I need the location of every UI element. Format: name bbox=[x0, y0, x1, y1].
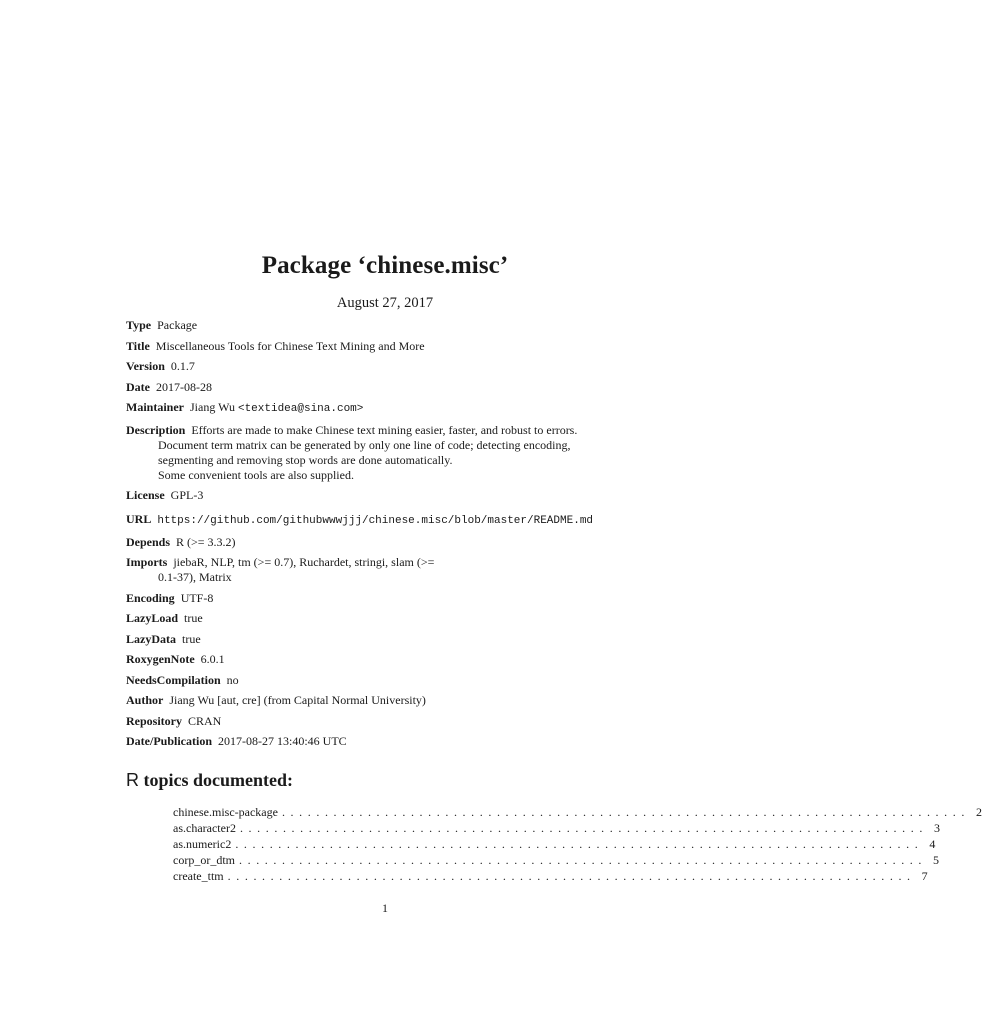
field-roxygennote bbox=[126, 652, 646, 667]
toc-entry-name[interactable]: as.numeric2 bbox=[173, 837, 232, 851]
field-key: LazyData bbox=[126, 631, 176, 646]
field-key: Date/Publication bbox=[126, 734, 212, 748]
field-key: Imports bbox=[126, 555, 168, 569]
field-key: Date bbox=[126, 379, 150, 394]
field-value: CRAN bbox=[188, 713, 222, 728]
maintainer-email: <textidea@sina.com> bbox=[237, 403, 364, 415]
page-number: 1 bbox=[382, 901, 388, 915]
toc-leader-dots: ................................................................................ bbox=[239, 821, 928, 835]
toc-heading-text: topics documented: bbox=[143, 770, 293, 790]
document-date: August 27, 2017 bbox=[336, 295, 434, 311]
toc-entry[interactable] bbox=[173, 821, 940, 837]
toc-leader-dots: ................................................................................ bbox=[235, 837, 924, 851]
url-link[interactable]: https://github.com/githubwwwjjj/chinese.misc/blob/master/README.md bbox=[157, 515, 594, 527]
field-maintainer bbox=[126, 400, 646, 417]
field-key: RoxygenNote bbox=[126, 652, 195, 666]
toc-entry-page[interactable]: 4 bbox=[929, 837, 936, 851]
description-line: Document term matrix can be generated by only one line of code; detecting encoding, bbox=[158, 437, 571, 452]
toc-entry[interactable] bbox=[173, 869, 928, 885]
field-value: UTF-8 bbox=[180, 590, 214, 605]
field-repository bbox=[126, 714, 646, 729]
toc-entry-name[interactable]: corp_or_dtm bbox=[173, 853, 235, 867]
field-value: R (>= 3.3.2) bbox=[176, 534, 236, 549]
field-key: Encoding bbox=[126, 590, 175, 605]
toc-entry-page[interactable]: 5 bbox=[933, 853, 939, 867]
toc-leader-dots: ................................................................................ bbox=[239, 853, 927, 867]
field-key: License bbox=[126, 488, 165, 502]
field-value: GPL-3 bbox=[170, 488, 204, 502]
field-value: no bbox=[226, 672, 239, 687]
toc-heading bbox=[126, 770, 293, 791]
field-key: Title bbox=[126, 338, 150, 353]
field-value: 6.0.1 bbox=[200, 652, 225, 666]
field-url bbox=[126, 512, 646, 529]
toc-leader-dots: ................................................................................ bbox=[281, 805, 970, 819]
field-encoding bbox=[126, 591, 646, 606]
field-version bbox=[126, 359, 646, 374]
toc-entry[interactable] bbox=[173, 853, 939, 869]
field-value: 2017-08-27 13:40:46 UTC bbox=[218, 734, 347, 748]
field-type bbox=[126, 318, 646, 333]
toc-entry[interactable] bbox=[173, 837, 936, 853]
field-value: Jiang Wu [aut, cre] (from Capital Normal University) bbox=[169, 693, 426, 707]
field-key: Version bbox=[126, 359, 165, 373]
field-value: 0.1.7 bbox=[170, 359, 195, 373]
field-key: Repository bbox=[126, 713, 182, 728]
description-line: Some convenient tools are also supplied. bbox=[158, 467, 354, 482]
field-title bbox=[126, 339, 646, 354]
field-key: Depends bbox=[126, 534, 171, 549]
field-lazydata bbox=[126, 632, 646, 647]
package-title: Package ‘chinese.misc’ bbox=[261, 252, 509, 279]
field-depends bbox=[126, 535, 646, 550]
toc-heading-r: R bbox=[126, 770, 139, 790]
toc-entry-page[interactable]: 7 bbox=[921, 869, 928, 883]
field-author bbox=[126, 693, 646, 708]
field-value: true bbox=[182, 631, 201, 646]
field-date-publication bbox=[126, 734, 646, 749]
field-key: Description bbox=[126, 422, 186, 437]
toc-entry-page[interactable]: 2 bbox=[975, 805, 982, 819]
field-key: Maintainer bbox=[126, 400, 184, 414]
imports-line: 0.1-37), Matrix bbox=[158, 570, 232, 584]
field-lazyload bbox=[126, 611, 646, 626]
toc-entry-page[interactable]: 3 bbox=[933, 821, 940, 835]
field-license bbox=[126, 488, 646, 503]
table-of-contents bbox=[173, 805, 982, 885]
field-value: Package bbox=[157, 318, 198, 332]
description-fields bbox=[126, 318, 646, 755]
field-description bbox=[126, 423, 646, 483]
toc-entry-name[interactable]: chinese.misc-package bbox=[173, 805, 278, 819]
toc-leader-dots: ................................................................................ bbox=[227, 869, 916, 883]
field-imports bbox=[126, 555, 646, 585]
field-key: Type bbox=[126, 318, 152, 332]
description-line: segmenting and removing stop words are done automatically. bbox=[158, 452, 453, 467]
toc-entry[interactable] bbox=[173, 805, 982, 821]
field-key: NeedsCompilation bbox=[126, 672, 221, 687]
field-value: Miscellaneous Tools for Chinese Text Mining and More bbox=[155, 338, 425, 353]
maintainer-name: Jiang Wu bbox=[190, 400, 235, 414]
field-key: LazyLoad bbox=[126, 611, 179, 625]
field-key: URL bbox=[126, 512, 152, 526]
description-line: Efforts are made to make Chinese text mining easier, faster, and robust to errors. bbox=[191, 422, 578, 437]
toc-entry-name[interactable]: create_ttm bbox=[173, 869, 224, 883]
field-value: 2017-08-28 bbox=[156, 379, 212, 394]
field-date bbox=[126, 380, 646, 395]
toc-entry-name[interactable]: as.character2 bbox=[173, 821, 236, 835]
imports-line: jiebaR, NLP, tm (>= 0.7), Ruchardet, stringi, slam (>= bbox=[173, 555, 435, 569]
field-value: true bbox=[184, 611, 203, 625]
field-needscompilation bbox=[126, 673, 646, 688]
field-key: Author bbox=[126, 693, 164, 707]
